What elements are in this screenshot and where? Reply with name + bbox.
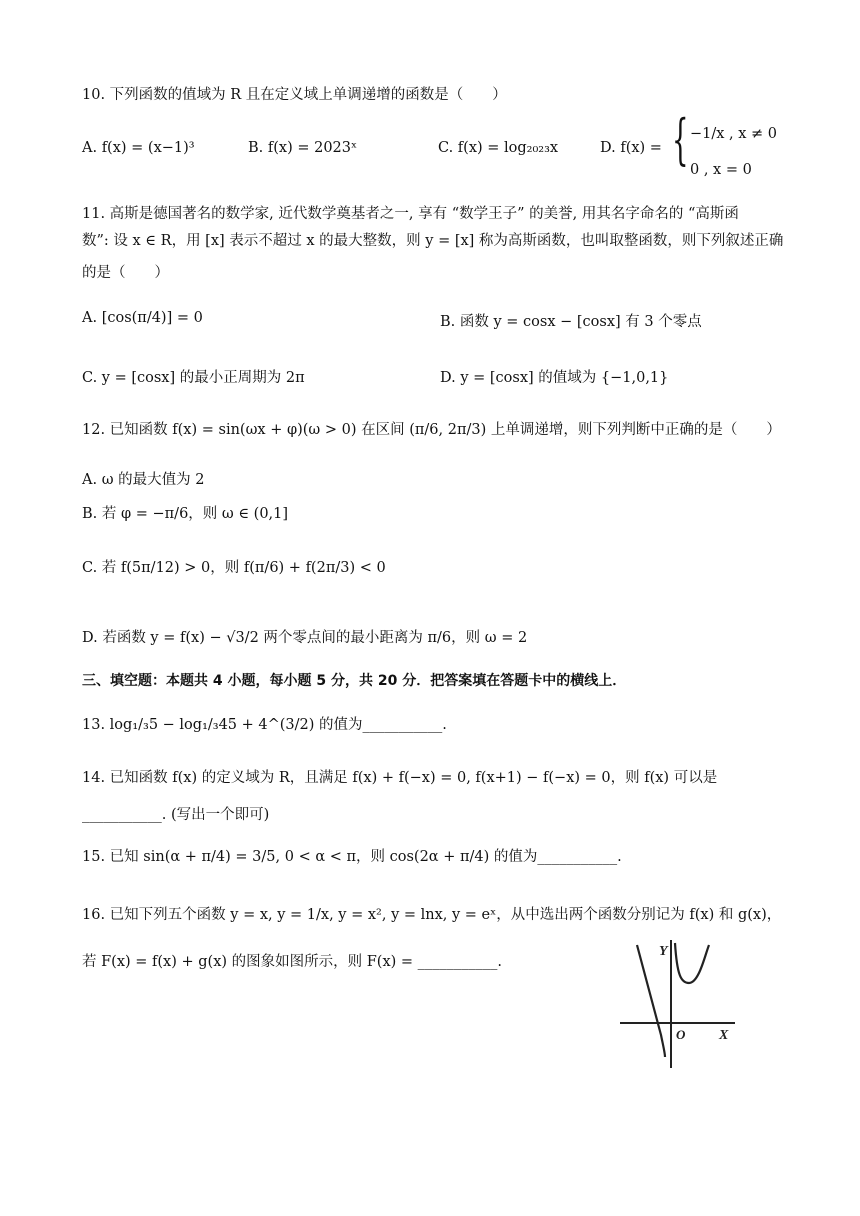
- x-axis-label: X: [719, 1028, 729, 1043]
- piecewise-brace: {: [672, 109, 689, 173]
- q14-stem-line2: ___________. (写出一个即可): [82, 807, 270, 823]
- q10-option-c: C. f(x) = log₂₀₂₃x: [438, 140, 559, 156]
- y-axis-label: Y: [659, 944, 668, 959]
- origin-label: O: [676, 1027, 686, 1042]
- q13-stem: 13. log₁/₃5 − log₁/₃45 + 4^(3/2) 的值为___________.: [82, 717, 447, 733]
- q10-option-d-label: D. f(x) =: [600, 140, 662, 156]
- q11-option-c: C. y = [cosx] 的最小正周期为 2π: [82, 370, 305, 386]
- q12-option-d: D. 若函数 y = f(x) − √3/2 两个零点间的最小距离为 π/6，则 ω = 2: [82, 630, 528, 646]
- q15-stem: 15. 已知 sin(α + π/4) = 3/5, 0 < α < π，则 cos(2α + π/4) 的值为___________.: [82, 849, 622, 865]
- q11-option-d: D. y = [cosx] 的值域为 {−1,0,1}: [440, 370, 669, 386]
- q10-option-d-case1: −1/x , x ≠ 0: [690, 126, 778, 142]
- q14-stem-line1: 14. 已知函数 f(x) 的定义域为 R，且满足 f(x) + f(−x) = 0, f(x+1) − f(−x) = 0，则 f(x) 可以是: [82, 770, 718, 786]
- q12-option-c: C. 若 f(5π/12) > 0，则 f(π/6) + f(2π/3) < 0: [82, 560, 386, 576]
- q10-option-b: B. f(x) = 2023ˣ: [248, 140, 358, 156]
- q12-option-b: B. 若 φ = −π/6，则 ω ∈ (0,1]: [82, 506, 289, 522]
- q12-option-a: A. ω 的最大值为 2: [82, 472, 205, 488]
- q16-stem-line2: 若 F(x) = f(x) + g(x) 的图象如图所示，则 F(x) = ___________.: [82, 954, 503, 970]
- curve-right-branch: [675, 943, 709, 983]
- q10-option-a: A. f(x) = (x−1)³: [82, 140, 195, 156]
- q10-option-d-case2: 0 , x = 0: [690, 162, 752, 178]
- q11-stem-line1: 11. 高斯是德国著名的数学家, 近代数学奠基者之一, 享有 “数学王子” 的美誉, 用其名字命名的 “高斯函: [82, 206, 739, 222]
- q10-stem: 10. 下列函数的值域为 R 且在定义域上单调递增的函数是（ ）: [82, 87, 507, 103]
- q11-option-a: A. [cos(π/4)] = 0: [82, 310, 203, 326]
- function-graph: [615, 935, 750, 1070]
- section-heading-fill-in: 三、填空题：本题共 4 小题，每小题 5 分，共 20 分．把答案填在答题卡中的横线上．: [82, 673, 627, 689]
- q12-stem: 12. 已知函数 f(x) = sin(ωx + φ)(ω > 0) 在区间 (π/6, 2π/3) 上单调递增，则下列判断中正确的是（ ）: [82, 422, 781, 438]
- q11-stem-line2: 数”: 设 x ∈ R，用 [x] 表示不超过 x 的最大整数，则 y = [x] 称为高斯函数，也叫取整函数，则下列叙述正确: [82, 233, 784, 249]
- curve-left-branch: [637, 945, 665, 1057]
- q11-stem-line3: 的是（ ）: [82, 265, 169, 281]
- q16-stem-line1: 16. 已知下列五个函数 y = x, y = 1/x, y = x², y = lnx, y = eˣ，从中选出两个函数分别记为 f(x) 和 g(x)，: [82, 907, 782, 923]
- q11-option-b: B. 函数 y = cosx − [cosx] 有 3 个零点: [440, 314, 702, 330]
